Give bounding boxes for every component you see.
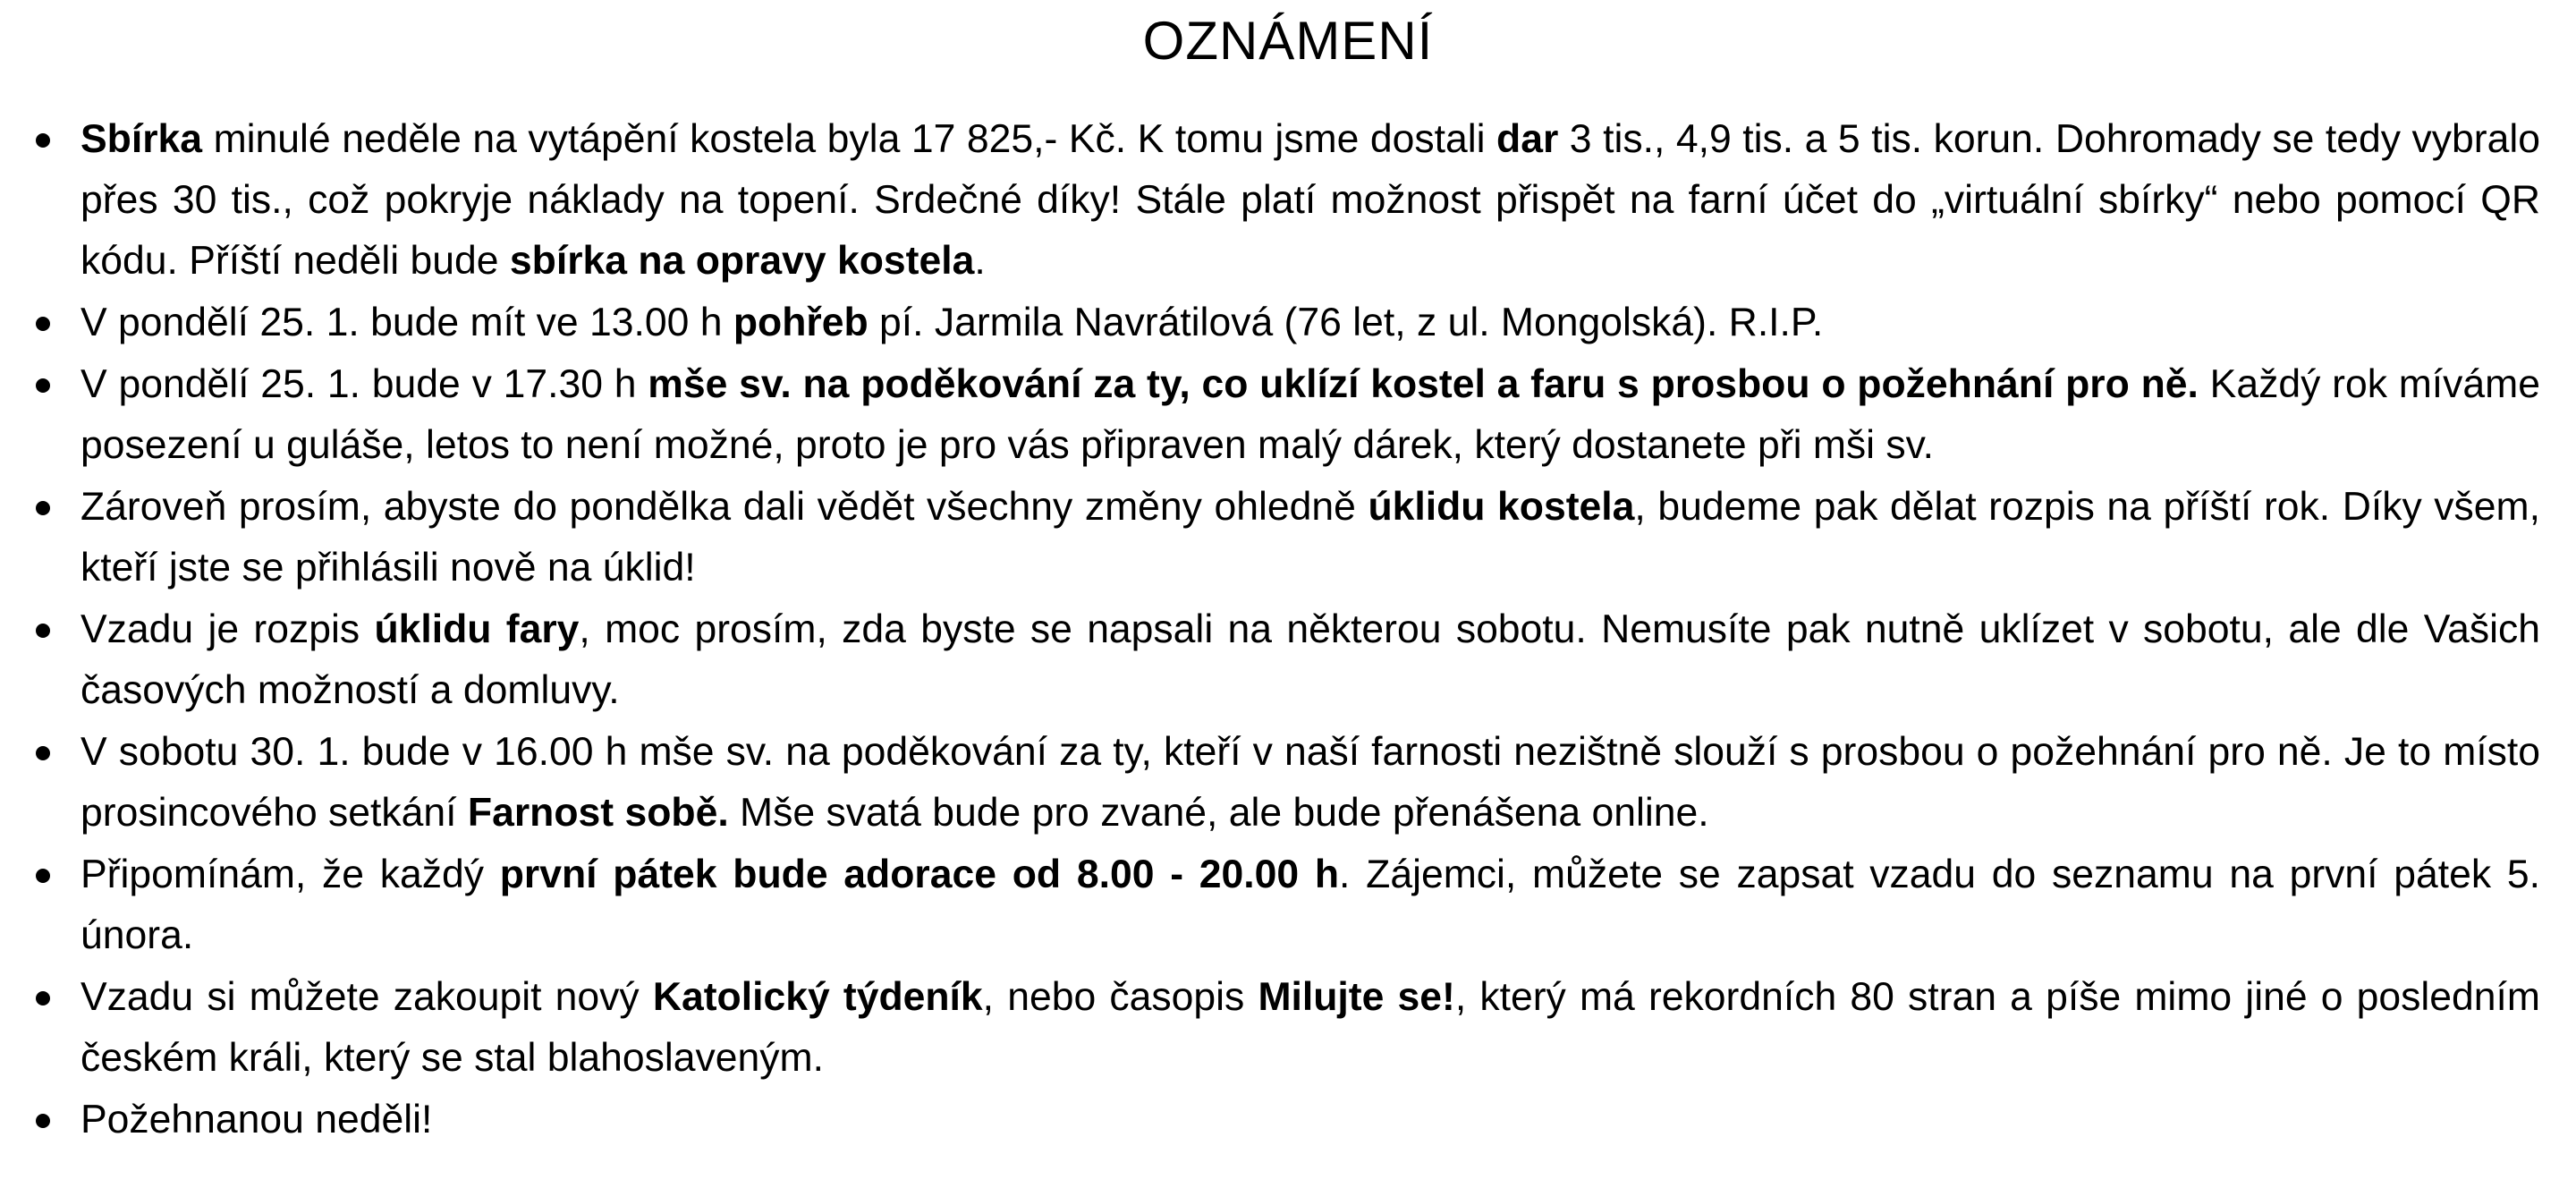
announcement-item [36,722,2540,844]
item-text: Vzadu je rozpis [80,607,375,651]
bold-text: Katolický týdeník [652,975,983,1019]
item-text: V sobotu 30. 1. bude v 16.00 h mše sv. na poděkování za ty, kteří v naší farnosti nezištně slouží s prosbou o požehnání pro ně. Je to místo prosincového setkání [80,730,2540,835]
bold-text: Milujte se! [1258,975,1455,1019]
announcement-item [36,109,2540,292]
item-text: Zároveň prosím, abyste do pondělka dali vědět všechny změny ohledně [80,485,1368,529]
bullet-icon [36,501,50,515]
announcement-item [36,354,2540,476]
bullet-icon [36,1114,50,1128]
bullet-icon [36,378,50,393]
item-text: 3 tis., 4,9 tis. a 5 tis. korun. Dohromady se tedy vybralo přes 30 tis., což pokryje náklady na topení. Srdečné díky! Stále platí možnost přispět na farní účet do „virtuální sbírky“ nebo pomocí QR kódu. Příští neděli bude [80,117,2540,283]
bullet-icon [36,624,50,638]
item-text: Každý rok míváme posezení u guláše, letos to není možné, proto je pro vás připraven malý dárek, který dostanete při mši sv. [80,362,2540,467]
announcement-item [36,1090,2540,1150]
bold-text: první pátek bude adorace od 8.00 - 20.00 h [499,853,1340,896]
announcement-item [36,967,2540,1089]
bold-text: Farnost sobě. [467,791,729,835]
bold-text: úklidu kostela [1368,485,1635,529]
item-text: , který má rekordních 80 stran a píše mimo jiné o posledním českém králi, který se stal blahoslaveným. [80,975,2540,1080]
item-text: , budeme pak dělat rozpis na příští rok. Díky všem, kteří jste se přihlásili nově na úklid! [80,485,2540,590]
item-text: Připomínám, že každý [80,853,500,896]
bold-text: pohřeb [733,301,869,344]
bullet-icon [36,317,50,331]
item-text: V pondělí 25. 1. bude mít ve 13.00 h [80,301,733,344]
bullet-icon [36,133,50,148]
announcement-page [0,9,2576,1188]
announcement-item [36,477,2540,598]
bold-text: dar [1496,117,1559,161]
item-text: Mše svatá bude pro zvané, ale bude přenášena online. [728,791,1709,835]
bullet-icon [36,991,50,1006]
item-text: . [974,239,986,283]
bullet-icon [36,869,50,883]
announcement-list [36,109,2540,1150]
page-title: OZNÁMENÍ [1142,11,1434,71]
item-text: , nebo časopis [982,975,1258,1019]
announcement-item [36,599,2540,721]
item-text: , moc prosím, zda byste se napsali na některou sobotu. Nemusíte pak nutně uklízet v sobotu, ale dle Vašich časových možností a domluvy. [80,607,2540,712]
announcement-item [36,844,2540,966]
item-text: pí. Jarmila Navrátilová (76 let, z ul. Mongolská). R.I.P. [868,301,1824,344]
announcement-item [36,293,2540,353]
item-text: Vzadu si můžete zakoupit nový [80,975,653,1019]
item-text: V pondělí 25. 1. bude v 17.30 h [80,362,648,406]
bold-text: úklidu fary [374,607,580,651]
item-text: . Zájemci, můžete se zapsat vzadu do seznamu na první pátek 5. února. [80,853,2540,957]
bold-text: sbírka na opravy kostela [509,239,975,283]
item-text: minulé neděle na vytápění kostela byla 17 825,- Kč. K tomu jsme dostali [202,117,1497,161]
item-text: Požehnanou neděli! [80,1098,433,1141]
bold-text: Sbírka [80,117,203,161]
bold-text: mše sv. na poděkování za ty, co uklízí kostel a faru s prosbou o požehnání pro ně. [648,362,2199,406]
bullet-icon [36,746,50,760]
